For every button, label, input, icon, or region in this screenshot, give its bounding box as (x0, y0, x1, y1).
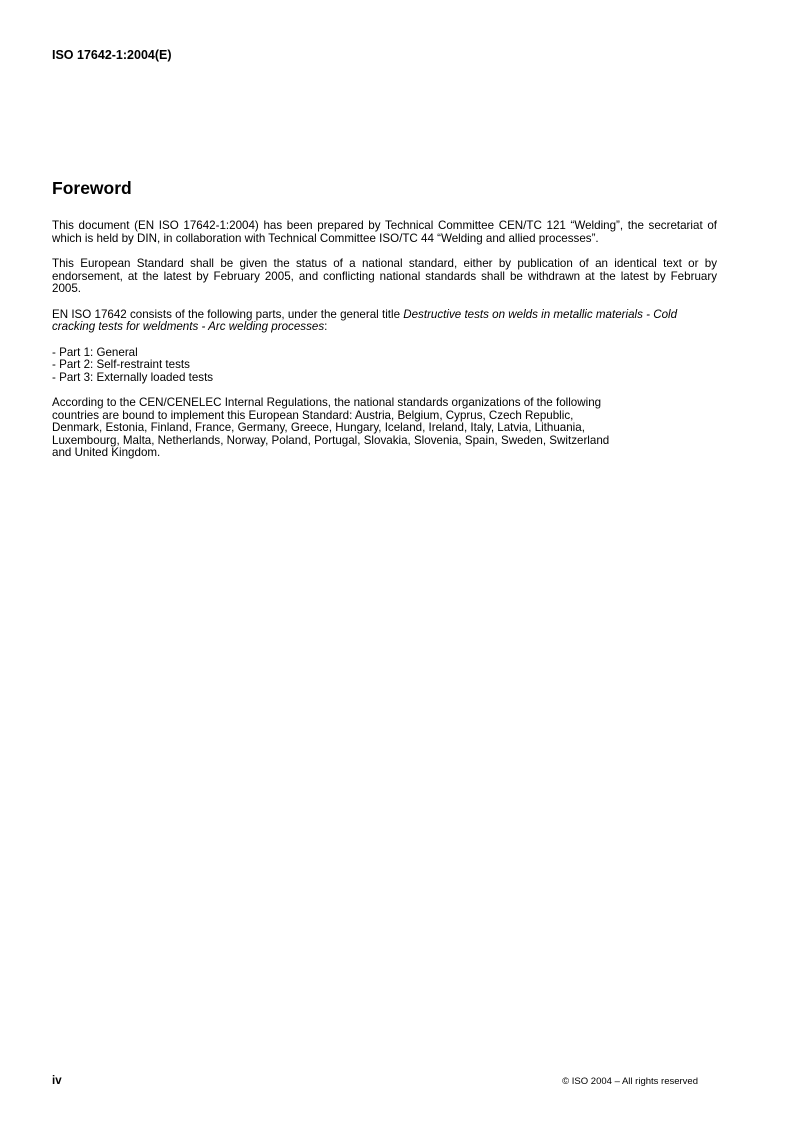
paragraph-regulations (52, 397, 717, 460)
list-item: - Part 2: Self-restraint tests (52, 358, 190, 371)
list-item: - Part 3: Externally loaded tests (52, 370, 214, 384)
copyright-notice: © ISO 2004 – All rights reserved (562, 1076, 698, 1087)
paragraph-parts-intro (52, 309, 717, 334)
regulations-line: According to the CEN/CENELEC Internal Regulations, the national standards organizations of the following (52, 396, 602, 409)
parts-intro-text: EN ISO 17642 consists of the following parts, under the general title (52, 307, 404, 321)
regulations-line: Luxembourg, Malta, Netherlands, Norway, Poland, Portugal, Slovakia, Slovenia, Spain, Sweden, Switzerland (52, 433, 610, 447)
regulations-line: and United Kingdom. (52, 446, 161, 459)
parts-intro-colon: : (324, 320, 328, 333)
parts-list (52, 347, 717, 385)
regulations-line: countries are bound to implement this European Standard: Austria, Belgium, Cyprus, Czech Republic, (52, 408, 574, 422)
document-id: ISO 17642-1:2004(E) (52, 48, 172, 62)
paragraph-status: This European Standard shall be given the status of a national standard, either by publication of an identical text or by endorsement, at the latest by February 2005, and conflicting national standards shall be withdrawn at the latest by February 2005. (52, 257, 717, 295)
list-item: - Part 1: General (52, 345, 138, 359)
foreword-body (52, 220, 717, 473)
regulations-line: Denmark, Estonia, Finland, France, Germany, Greece, Hungary, Iceland, Ireland, Italy, Latvia, Lithuania, (52, 421, 585, 434)
paragraph-preparation: This document (EN ISO 17642-1:2004) has been prepared by Technical Committee CEN/TC 121 “Welding”, the secretariat of which is held by DIN, in collaboration with Technical Committee ISO/TC 44 “Welding and allied processes”. (52, 219, 717, 245)
foreword-heading: Foreword (52, 178, 132, 198)
general-title: Destructive tests on welds in metallic materials - Cold cracking tests for weldments - Arc welding processes (52, 307, 678, 333)
page-number: iv (52, 1075, 62, 1087)
